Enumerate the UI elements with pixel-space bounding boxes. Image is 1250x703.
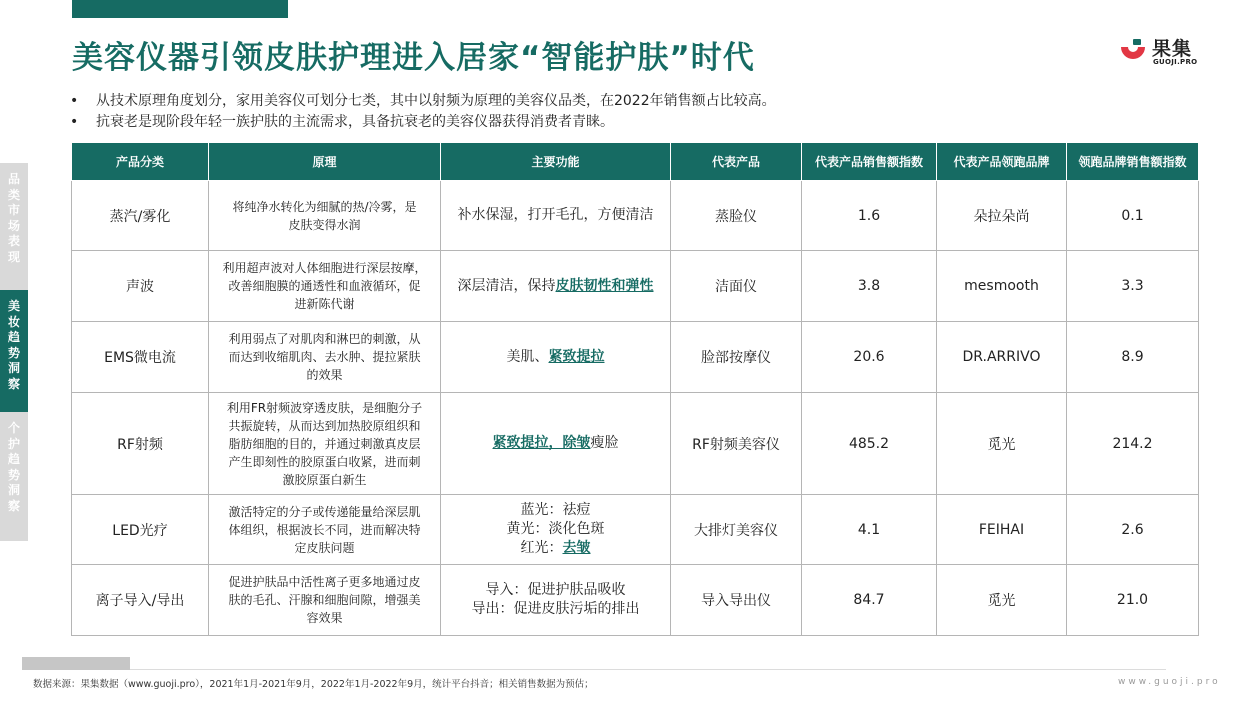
principle-line: 促进护肤品中活性离子更多地通过皮 <box>228 575 421 589</box>
function-cell <box>441 495 671 565</box>
side-tab-char: 护 <box>7 436 20 451</box>
bullet-item <box>70 112 776 133</box>
product-index-cell: 485.2 <box>802 393 937 495</box>
function-highlight: 紧致提拉，除皱 <box>492 435 591 451</box>
principle-cell <box>209 393 441 495</box>
principle-line: 定皮肤问题 <box>294 540 355 555</box>
function-cell <box>441 322 671 393</box>
product-cell: 洁面仪 <box>671 251 802 322</box>
principle-cell <box>209 495 441 565</box>
product-cell: 脸部按摩仪 <box>671 322 802 393</box>
brand-cell: 朵拉朵尚 <box>937 181 1067 251</box>
product-index-cell: 3.8 <box>802 251 937 322</box>
function-cell <box>441 565 671 636</box>
column-header: 代表产品销售额指数 <box>802 143 937 181</box>
function-text: 蓝光：祛痘 <box>520 502 591 518</box>
principle-line: 利用超声波对人体细胞进行深层按摩， <box>222 261 427 275</box>
brand-cell: FEIHAI <box>937 495 1067 565</box>
principle-line: 而达到收缩肌肉、去水肿、提拉紧肤 <box>228 350 421 364</box>
footer-divider <box>22 669 1166 670</box>
function-highlight: 紧致提拉 <box>548 348 605 365</box>
product-cell: 大排灯美容仪 <box>671 495 802 565</box>
brand-cell: DR.ARRIVO <box>937 322 1067 393</box>
function-text: 导出：促进皮肤污垢的排出 <box>471 601 640 617</box>
side-tab-char: 势 <box>7 345 20 360</box>
category-cell: 蒸汽/雾化 <box>72 181 209 251</box>
beauty-device-table <box>71 142 1199 636</box>
function-line <box>444 581 667 600</box>
principle-line: 脂肪细胞的目的，并通过刺激真皮层 <box>228 436 421 451</box>
brand-logo <box>1118 34 1218 70</box>
principle-line: 皮肤变得水润 <box>288 217 361 232</box>
function-line <box>444 501 667 520</box>
function-line <box>444 348 667 367</box>
bullet-text: 抗衰老是现阶段年轻一族护肤的主流需求，具备抗衰老的美容仪器获得消费者青睐。 <box>96 114 614 130</box>
principle-cell <box>209 251 441 322</box>
principle-line: 的效果 <box>306 368 343 382</box>
principle-line: 利用FR射频波穿透皮肤，是细胞分子 <box>226 400 423 415</box>
principle-line: 进新陈代谢 <box>294 297 355 311</box>
table-row <box>72 322 1199 393</box>
product-index-cell: 20.6 <box>802 322 937 393</box>
brand-index-cell: 0.1 <box>1067 181 1199 251</box>
principle-line: 激活特定的分子或传递能量给深层肌 <box>228 504 421 519</box>
category-cell: RF射频 <box>72 393 209 495</box>
side-tab-char: 类 <box>7 187 20 202</box>
principle-line: 激胶原蛋白新生 <box>282 472 367 487</box>
product-cell: 导入导出仪 <box>671 565 802 636</box>
side-tab-char: 势 <box>7 467 20 482</box>
brand-index-cell: 21.0 <box>1067 565 1199 636</box>
category-cell: 离子导入/导出 <box>72 565 209 636</box>
product-cell: RF射频美容仪 <box>671 393 802 495</box>
page-title: 美容仪器引领皮肤护理进入居家“智能护肤”时代 <box>72 40 755 76</box>
column-header: 代表产品领跑品牌 <box>937 143 1067 181</box>
brand-cell: 觅光 <box>937 565 1067 636</box>
function-line <box>444 520 667 539</box>
side-tab-char: 趋 <box>7 452 20 466</box>
side-tab-char: 场 <box>7 218 20 233</box>
principle-line: 肤的毛孔、汗腺和细胞间隙，增强美 <box>228 593 421 607</box>
bullet-item <box>70 91 776 112</box>
side-tab-char: 察 <box>7 376 20 391</box>
side-tab-char: 个 <box>7 421 20 435</box>
category-cell: LED光疗 <box>72 495 209 565</box>
brand-index-cell: 214.2 <box>1067 393 1199 495</box>
logo-name: 果集 <box>1152 38 1193 60</box>
product-index-cell: 4.1 <box>802 495 937 565</box>
table-row <box>72 251 1199 322</box>
principle-cell <box>209 565 441 636</box>
principle-cell <box>209 181 441 251</box>
brand-index-cell: 3.3 <box>1067 251 1199 322</box>
bullet-dot-icon: • <box>70 114 79 130</box>
data-source-note: 数据来源：果集数据（www.guoji.pro），2021年1月-2021年9月，2022年1月-2022年9月，统计平台抖音；相关销售数据为预估； <box>33 679 594 690</box>
side-tab-char: 察 <box>7 498 20 513</box>
bullet-dot-icon: • <box>70 93 79 109</box>
brand-cell: 觅光 <box>937 393 1067 495</box>
side-tab-char: 现 <box>7 249 20 264</box>
brand-cell: mesmooth <box>937 251 1067 322</box>
principle-line: 将纯净水转化为细腻的热/冷雾，是 <box>232 199 417 214</box>
function-text: 深层清洁，保持 <box>457 277 556 294</box>
side-tab-1[interactable] <box>0 163 28 290</box>
product-index-cell: 84.7 <box>802 565 937 636</box>
function-text: 黄光：淡化色斑 <box>506 521 605 537</box>
function-text: 瘦脸 <box>590 435 619 451</box>
side-nav <box>0 163 28 541</box>
footer-progress-thumb <box>22 657 130 670</box>
brand-index-cell: 8.9 <box>1067 322 1199 393</box>
top-accent-bar <box>72 0 288 18</box>
footer-url: www.guoji.pro <box>1118 677 1221 687</box>
brand-index-cell: 2.6 <box>1067 495 1199 565</box>
column-header: 领跑品牌销售额指数 <box>1067 143 1199 181</box>
category-cell: 声波 <box>72 251 209 322</box>
function-cell <box>441 393 671 495</box>
function-line <box>444 539 667 558</box>
function-text: 红光： <box>520 540 563 556</box>
product-cell: 蒸脸仪 <box>671 181 802 251</box>
side-tab-char: 品 <box>7 172 20 186</box>
column-header: 代表产品 <box>671 143 802 181</box>
side-tab-char: 趋 <box>7 330 20 344</box>
function-text: 导入：促进护肤品吸收 <box>485 582 626 598</box>
principle-cell <box>209 322 441 393</box>
side-tab-char: 洞 <box>7 361 20 375</box>
principle-line: 产生即刻性的胶原蛋白收紧，进而刺 <box>228 454 421 469</box>
logo-subtitle: GUOJI.PRO <box>1153 58 1198 66</box>
side-tab-char: 市 <box>7 203 20 217</box>
column-header: 原理 <box>209 143 441 181</box>
principle-line: 容效果 <box>306 611 343 625</box>
principle-line: 利用弱点了对肌肉和淋巴的刺激，从 <box>228 332 421 346</box>
side-tab-char: 表 <box>7 234 20 248</box>
category-cell: EMS微电流 <box>72 322 209 393</box>
bullet-text: 从技术原理角度划分，家用美容仪可划分七类，其中以射频为原理的美容仪品类，在2022年销售额占比较高。 <box>96 93 776 109</box>
function-cell <box>441 251 671 322</box>
side-tab-char: 美 <box>7 299 20 313</box>
principle-line: 改善细胞膜的通透性和血液循环，促 <box>228 279 421 293</box>
function-text: 美肌、 <box>506 348 549 365</box>
function-cell <box>441 181 671 251</box>
table-row <box>72 181 1199 251</box>
bullet-list <box>70 91 776 133</box>
function-line <box>444 277 667 296</box>
side-tab-2[interactable] <box>0 290 28 412</box>
principle-line: 体组织，根据波长不同，进而解决特 <box>228 522 421 537</box>
table-row <box>72 565 1199 636</box>
side-tab-3[interactable] <box>0 412 28 541</box>
table-header-row <box>72 143 1199 181</box>
column-header: 产品分类 <box>72 143 209 181</box>
function-text: 补水保湿，打开毛孔，方便清洁 <box>457 207 654 223</box>
function-highlight: 皮肤韧性和弹性 <box>555 277 654 294</box>
principle-line: 共振旋转，从而达到加热胶原组织和 <box>228 418 421 433</box>
table-row <box>72 393 1199 495</box>
side-tab-char: 妆 <box>7 314 20 329</box>
guoji-logo-icon <box>1118 36 1148 66</box>
function-line <box>444 434 667 453</box>
function-highlight: 去皱 <box>562 540 591 556</box>
side-tab-char: 洞 <box>7 483 20 497</box>
table-row <box>72 495 1199 565</box>
function-line <box>444 600 667 619</box>
function-line <box>444 206 667 225</box>
product-index-cell: 1.6 <box>802 181 937 251</box>
column-header: 主要功能 <box>441 143 671 181</box>
